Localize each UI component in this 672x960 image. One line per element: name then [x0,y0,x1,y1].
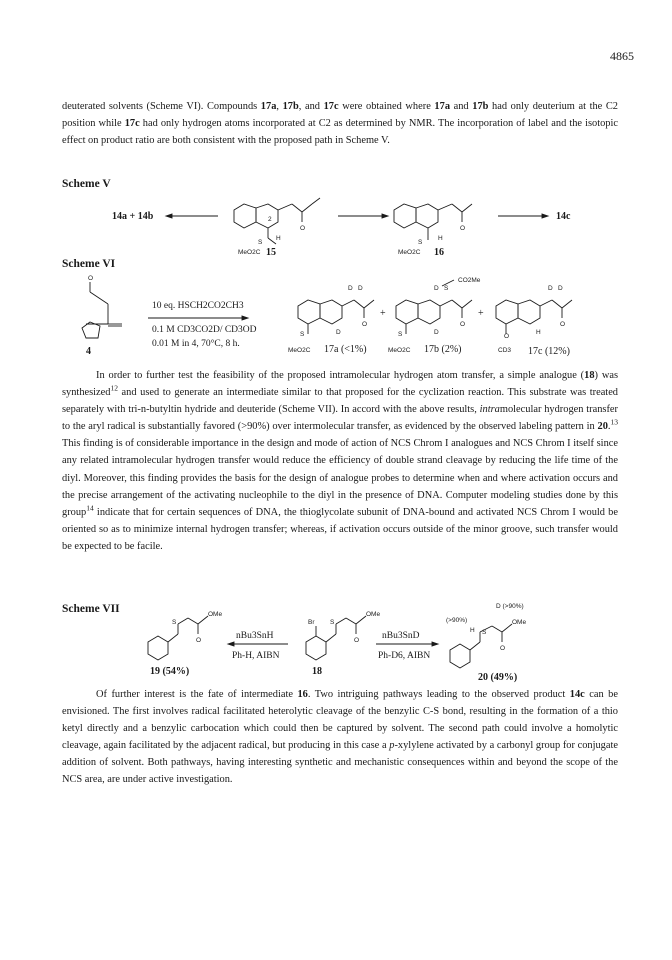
compound-18: 18 [312,666,322,677]
scheme-vii-label: Scheme VII [62,603,120,615]
text: . Two intriguing pathways leading to the observed product [307,689,570,700]
atom-o: O [354,637,360,644]
plus-sign: + [478,308,484,319]
text: This finding is of considerable importance in the design and mode of action of NCS Chrom I analogues and NCS Chrom I itself since any related intramolecular hydrogen transfer would reduce the efficiency of double strand cleavage by reducing the life time of the diyl. Moreover, this finding provides the basis for the design of analogue probes to determine when and where activation occurs and the precise arrangement of the activating nucleophile to the diyl in the presence of DNA. Computer modeling studies done by this group [62,438,618,518]
arrow-head [542,214,548,218]
cd3: CD3 [498,347,512,354]
atom-d: D [434,329,439,336]
structure-17c [496,285,572,354]
reference: 14 [86,503,94,513]
emphasis: intra [479,404,500,416]
condition-2: 0.1 M CD3CO2D/ CD3OD [152,325,257,335]
scheme-vi-label: Scheme VI [62,258,116,270]
scheme-vii-drawing [62,594,622,686]
structure-17b [388,277,481,354]
atom-o: O [504,333,510,340]
atom-o: O [460,321,466,328]
text: ) was synthesized [62,370,618,399]
atom-s: S [258,239,263,246]
text: indicate that for certain sequences of DNA, the thioglycolate subunit of DNA-bound and activated NCS Chrom I would be oriented so as to minimize internal hydrogen transfer; whereas, if activation occurs outside of the minor groove, such transfer would be expected to be facile. [62,506,618,552]
start-compounds: 14a + 14b [112,211,154,222]
arrow-head [166,214,172,218]
co2me: CO2Me [458,277,481,284]
compound-ref: 20 [597,421,608,433]
structure-16 [394,204,472,256]
text: were obtained where [338,101,435,112]
compound-ref: 17c [124,118,140,130]
emphasis: p [389,740,395,752]
ome: OMe [208,611,223,618]
atom-h: H [470,627,475,634]
text: . [607,421,611,433]
condition-3: 0.01 M in 4, 70°C, 8 h. [152,339,240,349]
paragraph-2 [62,367,618,555]
atom-h: H [536,329,541,336]
atom-d: D [434,285,439,292]
meo2c: MeO2C [238,249,261,256]
text: and used to generate an intermediate similar to that proposed for the cyclization reaction. This substrate was treated separately with tri-n-butyltin hydride and deuteride (Scheme VII). In accord with the above results, [62,387,618,416]
scheme-vi-drawing [62,272,622,360]
reagent-1: nBu3SnH [236,631,274,641]
compound-19: 19 (54%) [150,666,190,677]
ome: OMe [512,619,527,626]
meo2c: MeO2C [388,347,411,354]
atom-d: D [336,329,341,336]
end-compound: 14c [556,211,571,222]
compound-16: 16 [434,247,444,258]
atom-2: 2 [268,216,272,223]
meo2c: MeO2C [398,249,421,256]
condition-1: 10 eq. HSCH2CO2CH3 [152,301,244,311]
atom-s: S [444,285,449,292]
product-17a: 17a (<1%) [324,344,367,355]
atom-d: D [558,285,563,292]
scheme-vi [62,272,622,360]
atom-h: H [276,235,281,242]
atom-o: O [560,321,566,328]
scheme-v-drawing [62,188,622,258]
atom-h: H [438,235,443,242]
compound-4: 4 [86,346,91,357]
structure-19 [148,611,222,660]
solvent-1: Ph-H, AIBN [232,651,280,661]
reference: 13 [610,417,618,427]
atom-o: O [88,275,94,282]
arrow-head [228,642,234,646]
atom-d: D [358,285,363,292]
d-yield: D (>90%) [496,603,524,610]
arrow-head [432,642,438,646]
atom-d: D [548,285,553,292]
reference: 12 [110,383,118,393]
text: can be envisioned. The first involves radical facilitated heterolytic cleavage of the benzylic C-S bond, resulting in the formation of a thio ketyl directly and a benzylic carbocation which could then be captured by solvent. The second path could involve a homolytic cleavage, again facilitated by the adjacent radical, but producing in this case a [62,689,618,752]
product-17b: 17b (2%) [424,344,462,355]
atom-s: S [300,331,305,338]
atom-s: S [418,239,423,246]
compound-20: 20 (49%) [478,672,518,683]
scheme-vii [62,594,622,686]
solvent-2: Ph-D6, AIBN [378,651,431,661]
atom-o: O [196,637,202,644]
atom-d: D [348,285,353,292]
atom-s: S [330,619,335,626]
reagent-2: nBu3SnD [382,631,420,641]
text: -xylylene activated by a carbonyl group for conjugate addition of solvent. Both pathways, having interesting synthetic and mechanistic consequences within and beyond the scope of the NCS area, are under active investigation. [62,740,618,786]
compound-ref: 17a [434,101,451,112]
text: In order to further test the feasibility of the proposed intramolecular hydrogen atom transfer, a simple analogue ( [96,370,585,381]
atom-o: O [460,225,466,232]
compound-ref: 17a [260,101,277,112]
text: had only deuterium at the C2 position while [62,101,619,130]
ome: OMe [366,611,381,618]
paragraph-1 [62,98,618,149]
atom-o: O [362,321,368,328]
text: , and [298,101,324,112]
meo2c: MeO2C [288,347,311,354]
atom-s: S [482,629,487,636]
scheme-v [62,188,622,258]
atom-s: S [398,331,403,338]
compound-ref: 14c [569,689,585,700]
page-number: 4865 [610,49,634,63]
product-17c: 17c (12%) [528,346,570,357]
compound-15: 15 [266,247,276,258]
structure-4 [82,275,122,338]
compound-ref: 17c [323,101,339,112]
structure-15 [234,198,320,256]
scheme-v-label: Scheme V [62,178,111,190]
atom-o: O [300,225,306,232]
atom-s: S [172,619,177,626]
text: , [276,101,283,112]
arrow-head [382,214,388,218]
structure-20 [446,603,526,668]
atom-br: Br [308,619,315,626]
text: molecular hydrogen transfer to the aryl radical is substantially favored (>90%) over intermolecular transfer, as evidenced by the observed labeling pattern in [62,404,618,433]
text: Of further interest is the fate of intermediate [96,689,298,700]
paragraph-3 [62,686,618,789]
text: deuterated solvents (Scheme VI). Compounds [62,101,261,112]
text: had only hydrogen atoms incorporated at C2 as determined by NMR. The incorporation of label and the isotopic effect on product ratio are both consistent with the proposed path in Scheme V. [62,118,618,147]
compound-ref: 17b [472,101,489,112]
compound-ref: 17b [282,101,299,112]
arrow-head [242,316,248,320]
structure-18 [306,611,380,660]
plus-sign: + [380,308,386,319]
h-yield: (>90%) [446,617,468,624]
compound-ref: 18 [584,370,595,381]
text: and [450,101,473,112]
compound-ref: 16 [297,689,308,700]
atom-o: O [500,645,506,652]
